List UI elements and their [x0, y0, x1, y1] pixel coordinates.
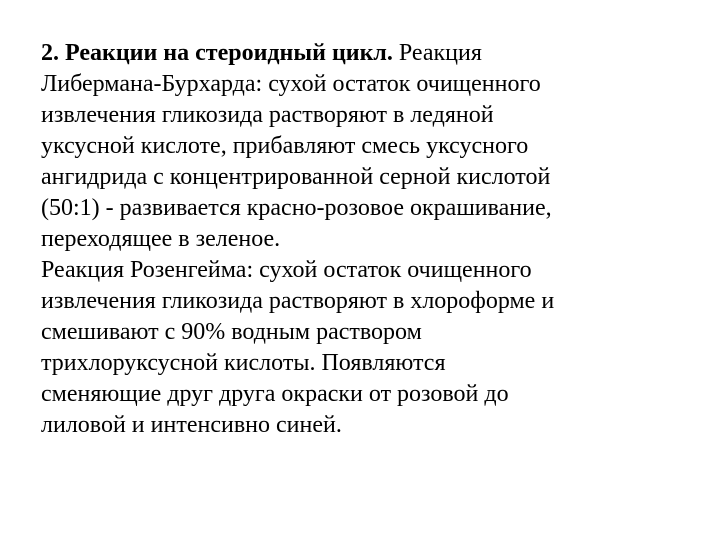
paragraph-1-line-4: уксусной кислоте, прибавляют смесь уксусного: [41, 133, 529, 159]
section-heading: 2. Реакции на стероидный цикл.: [41, 40, 393, 66]
paragraph-1-line-3: извлечения гликозида растворяют в ледяной: [41, 102, 494, 128]
paragraph-liebermann-burchard: [41, 38, 681, 255]
paragraph-rosenheim: [41, 255, 681, 441]
paragraph-2-line-2: извлечения гликозида растворяют в хлороформе и: [41, 288, 555, 314]
paragraph-1-line-1-rest: Реакция: [392, 40, 482, 66]
paragraph-1-line-6: (50:1) - развивается красно-розовое окрашивание,: [41, 195, 552, 221]
paragraph-1-line-7: переходящее в зеленое.: [41, 226, 281, 252]
paragraph-2-line-4: трихлоруксусной кислоты. Появляются: [41, 350, 446, 376]
paragraph-2-line-1: Реакция Розенгейма: сухой остаток очищенного: [41, 257, 532, 283]
paragraph-1-line-1: [41, 38, 681, 69]
paragraph-1-line-2: Либермана-Бурхарда: сухой остаток очищенного: [41, 71, 541, 97]
paragraph-2-line-3: смешивают с 90% водным раствором: [41, 319, 422, 345]
paragraph-2-line-5: сменяющие друг друга окраски от розовой до: [41, 381, 509, 407]
slide-body-text: [41, 38, 681, 441]
paragraph-2-line-6: лиловой и интенсивно синей.: [41, 412, 342, 438]
paragraph-1-line-5: ангидрида с концентрированной серной кислотой: [41, 164, 551, 190]
